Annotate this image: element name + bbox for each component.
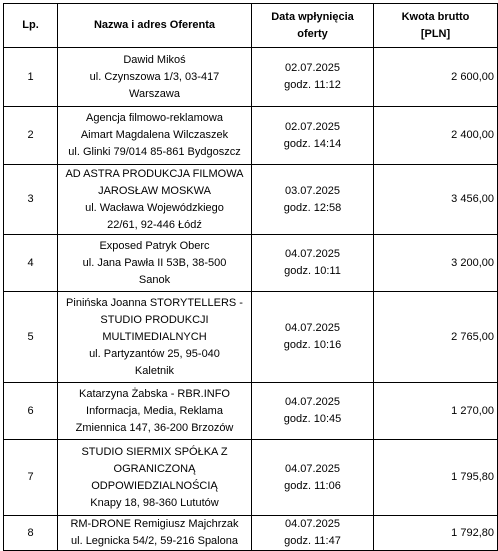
bidder-name-address <box>58 107 252 165</box>
time-value: godz. 14:14 <box>283 137 342 150</box>
bidder-line: ul. Wacława Wojewódzkiego <box>85 201 224 214</box>
bidder-line: ul. Jana Pawła II 53B, 38-500 <box>82 256 227 269</box>
date-value: 04.07.2025 <box>284 248 341 260</box>
table-row <box>4 292 498 383</box>
bidder-line: Knapy 18, 98-360 Lututów <box>90 496 219 509</box>
bidder-line: Aimart Magdalena Wilczaszek <box>80 129 229 141</box>
bidder-line: JAROSŁAW MOSKWA <box>98 184 211 197</box>
date-value: 03.07.2025 <box>284 184 341 197</box>
bidder-name-address <box>58 48 252 107</box>
date-value: 02.07.2025 <box>284 62 341 74</box>
date-value: 04.07.2025 <box>284 518 341 530</box>
bidder-line: Sanok <box>138 273 171 286</box>
time-value: godz. 10:16 <box>283 339 342 351</box>
header-amount-label-2: [PLN] <box>420 27 451 40</box>
table-row <box>4 165 498 235</box>
offers-table <box>3 3 498 551</box>
time-value: godz. 10:45 <box>283 413 342 425</box>
header-name <box>58 4 252 48</box>
bidder-line: MULTIMEDIALNYCH <box>102 330 207 343</box>
bidder-name-address <box>58 516 252 551</box>
bidder-name-address <box>58 440 252 516</box>
bidder-line: ul. Glinki 79/014 85-861 Bydgoszcz <box>68 146 241 158</box>
row-number: 6 <box>4 383 58 440</box>
time-value: godz. 10:11 <box>284 265 341 277</box>
receipt-date <box>252 48 374 107</box>
date-value: 04.07.2025 <box>284 322 341 334</box>
bidder-line: ODPOWIEDZIALNOŚCIĄ <box>91 479 218 492</box>
header-date <box>252 4 374 48</box>
bidder-line: Katarzyna Żabska - RBR.INFO <box>79 387 230 400</box>
bidder-line: Zmiennica 147, 36-200 Brzozów <box>75 421 234 434</box>
header-lp <box>4 4 58 48</box>
bidder-line: Warszawa <box>129 87 180 100</box>
gross-amount: 2 765,00 <box>374 292 498 383</box>
bidder-name-address <box>58 165 252 235</box>
receipt-date <box>252 440 374 516</box>
row-number: 7 <box>4 440 58 516</box>
row-number: 1 <box>4 48 58 107</box>
gross-amount: 2 400,00 <box>374 107 498 165</box>
receipt-date <box>252 516 374 551</box>
bidder-line: AD ASTRA PRODUKCJA FILMOWA <box>65 167 244 180</box>
bidder-line: ul. Czynszowa 1/3, 03-417 <box>89 70 220 83</box>
receipt-date <box>252 292 374 383</box>
bidder-line: Informacja, Media, Reklama <box>86 404 223 417</box>
receipt-date <box>252 383 374 440</box>
row-number: 3 <box>4 165 58 235</box>
bidder-line: OGRANICZONĄ <box>113 462 196 475</box>
bidder-line: Kaletnik <box>134 364 175 377</box>
date-value: 04.07.2025 <box>284 462 341 475</box>
row-number: 5 <box>4 292 58 383</box>
date-value: 04.07.2025 <box>284 396 341 408</box>
header-lp-label: Lp. <box>22 19 39 31</box>
table-row <box>4 440 498 516</box>
table-row <box>4 235 498 292</box>
gross-amount: 3 456,00 <box>374 165 498 235</box>
bidder-line: Pinińska Joanna STORYTELLERS - <box>66 296 243 309</box>
bidder-line: Exposed Patryk Oberc <box>99 239 210 252</box>
header-row <box>4 4 498 48</box>
time-value: godz. 12:58 <box>283 201 342 214</box>
bidder-name-address <box>58 292 252 383</box>
header-date-label-1: Data wpłynięcia <box>271 10 354 23</box>
table-row <box>4 516 498 551</box>
time-value: godz. 11:12 <box>284 79 341 91</box>
bidder-name-address <box>58 235 252 292</box>
time-value: godz. 11:06 <box>284 479 341 492</box>
table-row <box>4 107 498 165</box>
row-number: 4 <box>4 235 58 292</box>
receipt-date <box>252 165 374 235</box>
date-value: 02.07.2025 <box>284 120 341 133</box>
row-number: 2 <box>4 107 58 165</box>
bidder-line: 22/61, 92-446 Łódź <box>107 218 202 231</box>
bidder-line: ul. Partyzantów 25, 95-040 <box>89 347 220 360</box>
bidder-line: ul. Legnicka 54/2, 59-216 Spalona <box>71 535 238 547</box>
time-value: godz. 11:47 <box>284 535 341 547</box>
gross-amount: 1 795,80 <box>374 440 498 516</box>
header-amount-label-1: Kwota brutto <box>401 10 470 23</box>
receipt-date <box>252 235 374 292</box>
gross-amount: 1 792,80 <box>374 516 498 551</box>
header-name-label: Nazwa i adres Oferenta <box>93 19 216 31</box>
table-row <box>4 48 498 107</box>
bidder-line: Dawid Mikoś <box>123 53 186 66</box>
bidder-line: Agencja filmowo-reklamowa <box>86 112 223 124</box>
gross-amount: 1 270,00 <box>374 383 498 440</box>
bidder-line: STUDIO PRODUKCJI <box>100 313 209 326</box>
row-number: 8 <box>4 516 58 551</box>
gross-amount: 2 600,00 <box>374 48 498 107</box>
header-date-label-2: oferty <box>297 27 328 40</box>
gross-amount: 3 200,00 <box>374 235 498 292</box>
header-amount <box>374 4 498 48</box>
bidder-line: STUDIO SIERMIX SPÓŁKA Z <box>81 445 228 458</box>
receipt-date <box>252 107 374 165</box>
table-row <box>4 383 498 440</box>
bidder-name-address <box>58 383 252 440</box>
bidder-line: RM-DRONE Remigiusz Majchrzak <box>70 518 239 530</box>
